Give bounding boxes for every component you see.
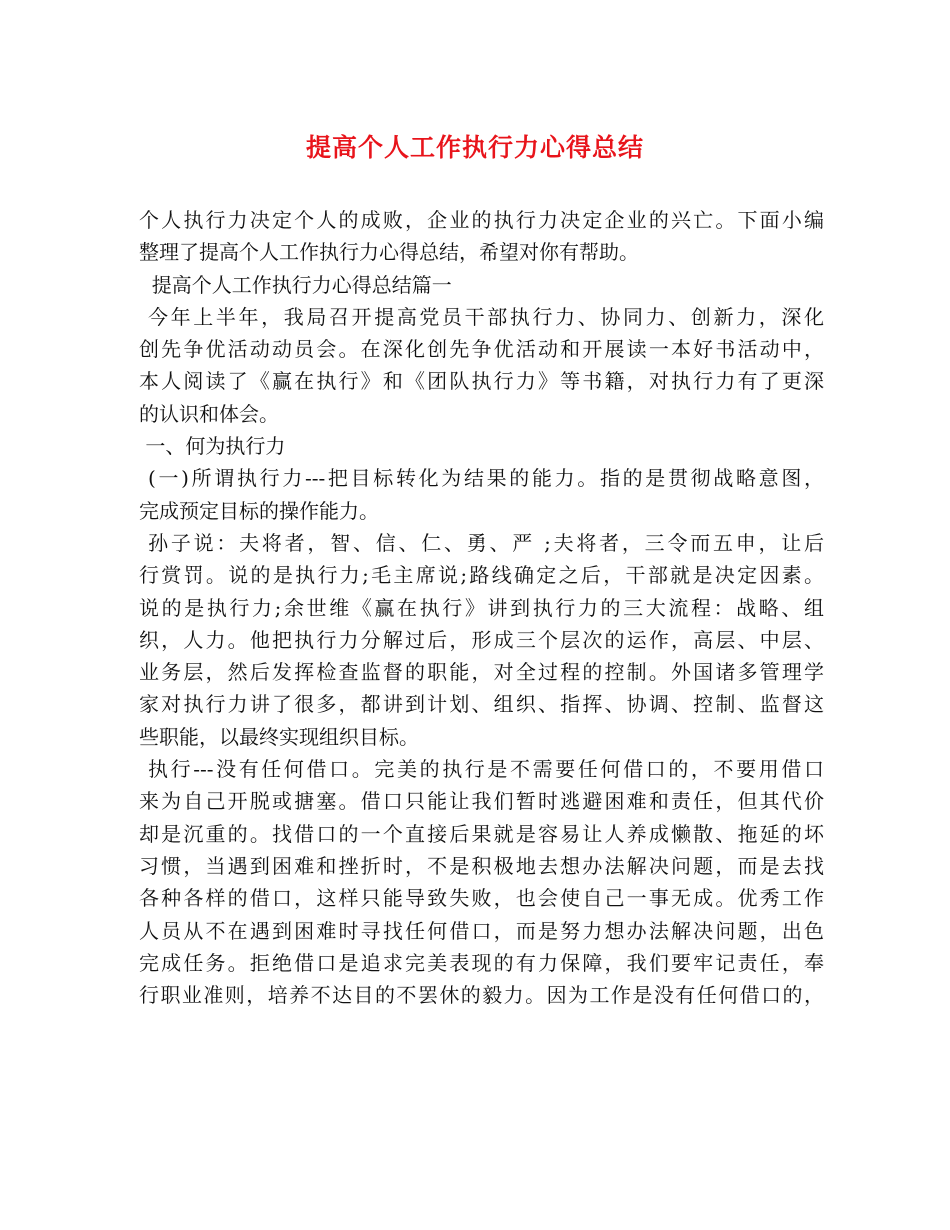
text-line: 的认识和体会。 [139, 401, 279, 426]
document-title: 提高个人工作执行力心得总结 [305, 133, 644, 162]
text-line: 业务层，然后发挥检查监督的职能，对全过程的控制。外国诸多管理学 [139, 660, 824, 685]
text-line: 提高个人工作执行力心得总结篇一 [139, 272, 452, 297]
text-line: 今年上半年，我局召开提高党员干部执行力、协同力、创新力，深化 [139, 304, 824, 329]
text-line: 整理了提高个人工作执行力心得总结，希望对你有帮助。 [139, 240, 639, 265]
text-line: 习惯，当遇到困难和挫折时，不是积极地去想办法解决问题，而是去找 [139, 853, 824, 878]
text-line: 个人执行力决定个人的成败，企业的执行力决定企业的兴亡。下面小编 [139, 208, 824, 232]
text-line: 却是沉重的。找借口的一个直接后果就是容易让人养成懒散、拖延的坏 [139, 821, 824, 846]
text-line: 些职能，以最终实现组织目标。 [139, 724, 419, 749]
text-line: (一)所谓执行力---把目标转化为结果的能力。指的是贯彻战略意图， [139, 466, 824, 491]
text-line: 行赏罚。说的是执行力;毛主席说;路线确定之后，干部就是决定因素。 [139, 563, 824, 588]
text-line: 本人阅读了《赢在执行》和《团队执行力》等书籍，对执行力有了更深 [139, 369, 824, 394]
text-line: 来为自己开脱或搪塞。借口只能让我们暂时逃避困难和责任，但其代价 [139, 789, 824, 814]
text-line: 完成预定目标的操作能力。 [139, 498, 379, 523]
text-line: 完成任务。拒绝借口是追求完美表现的有力保障，我们要牢记责任，奉 [139, 950, 824, 975]
text-line: 家对执行力讲了很多，都讲到计划、组织、指挥、协调、控制、监督这 [139, 692, 824, 717]
text-line: 人员从不在遇到困难时寻找任何借口，而是努力想办法解决问题，出色 [139, 918, 824, 943]
text-line: 各种各样的借口，这样只能导致失败，也会使自己一事无成。优秀工作 [139, 886, 824, 911]
text-line: 说的是执行力;余世维《赢在执行》讲到执行力的三大流程：战略、组 [139, 595, 824, 620]
text-line: 孙子说：夫将者，智、信、仁、勇、严 ;夫将者，三令而五申，让后 [139, 530, 824, 555]
text-line: 执行---没有任何借口。完美的执行是不需要任何借口的，不要用借口 [139, 757, 824, 782]
document-body [139, 204, 824, 1011]
text-line: 织，人力。他把执行力分解过后，形成三个层次的运作，高层、中层、 [139, 627, 824, 652]
text-line: 行职业准则，培养不达目的不罢休的毅力。因为工作是没有任何借口的， [139, 983, 824, 1008]
text-line: 创先争优活动动员会。在深化创先争优活动和开展读一本好书活动中， [139, 337, 824, 362]
text-line: 一、何为执行力 [139, 434, 286, 459]
